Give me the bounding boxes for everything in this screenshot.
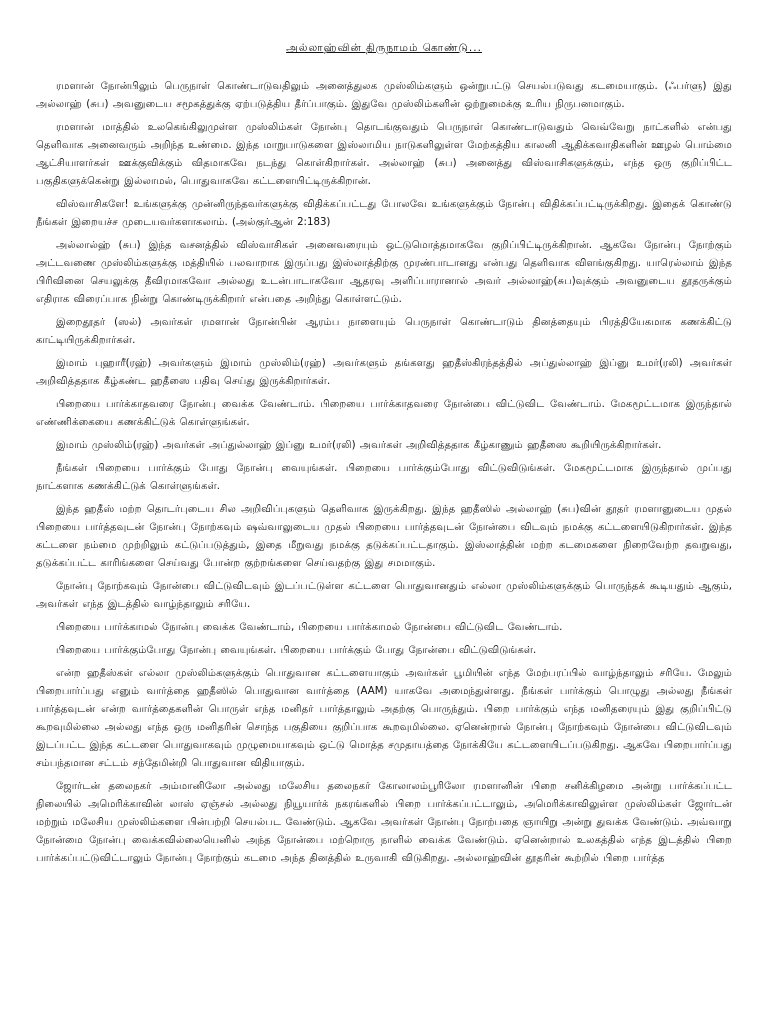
paragraph: நோன்பு நோற்கவும் நோன்பை விட்டுவிடவும் இடப்பட்டுள்ள கட்டளை பொதுவானதும் எல்லா முஸ்லிம்களுக்கும் பொருந்தக் கூடியதும் ஆகும், அவர்கள் எந்த இடத்தில் வாழ்ந்தாலும் சரியே. xyxy=(36,581,732,610)
paragraph: இமாம் முஸ்லிம்(ரஹ்) அவர்கள் அப்துல்லாஹ் இப்னு உமர்(ரலி) அவர்கள் அறிவித்ததாக கீழ்காணும் ஹதீஸை கூறியிருக்கிறார்கள். xyxy=(56,440,662,451)
paragraph: அல்லால்ஹ் (சுப) இந்த வசனத்தில் விஸ்வாசிகள் அனைவரையும் ஒட்டுமொத்தமாகவே குறிப்பிட்டிருக்கிறான். ஆகவே நோன்பு நோற்கும் அட்டவணை முஸ்லிம்களுக்கு மத்தியில் பலவாறாக இருப்பது இஸ்லாத்திற்கு முரண்பாடானது என்பது தெளிவாக விளங்குகிறது. யாரெல்லாம் இந்த பிரிவினை செயலுக்கு தீவிரமாகவோ அல்லது உடன்பாடாகவோ ஆதரவு அளிப்பாரானால் அவர் அல்லாஹ்(சுப)வுக்கும் அவனுடைய தூதருக்கும் எதிராக விரைப்பாக நின்று கொண்டிருக்கிறார் என்பதை அறிந்து கொள்ளட்டும். xyxy=(36,240,732,305)
paragraph: பிறையை பார்க்காமல் நோன்பு வைக்க வேண்டாம், பிறையை பார்க்காமல் நோன்பை விட்டுவிட வேண்டாம். xyxy=(56,622,563,633)
paragraph: விஸ்வாசிகளே! உங்களுக்கு முன்னிருந்தவர்களுக்கு விதிக்கப்பட்டது போலவே உங்களுக்கும் நோன்பு விதிக்கப்பட்டிருக்கிறது. இதைக் கொண்டு நீங்கள் இறையச்ச முடையவர்களாகலாம். (அல்குர்ஆன் 2:183) xyxy=(36,199,732,228)
page-title: அல்லாஹ்வின் திருநாமம் கொண்டு... xyxy=(286,42,482,54)
paragraph: என்ற ஹதீஸ்கள் எல்லா முஸ்லிம்களுக்கும் பொதுவான கட்டளையாகும் அவர்கள் பூமியின் எந்த மேற்பரப்பில் வாழ்ந்தாலும் சரியே. மேலும் பிறைபார்ப்பது எனும் வார்த்தை ஹதீஸில் பொதுவான வார்த்தை (AAM) யாகவே அமைந்துள்ளது. நீங்கள் பார்க்கும் பொழுது அல்லது நீங்கள் பார்த்தவுடன் என்ற வார்த்தைகளின் பொருள் எந்த மனிதர் பார்த்தாலும் அதற்கு பொருந்தும். பிறை பார்க்கும் எந்த மனிதரையும் இது குறிப்பிட்டு கூறவுமில்லை அல்லது எந்த ஒரு மனிதரின் சொந்த பகுதியை குறிப்பாக கூறவுமில்லை. ஏனென்றால் நோன்பு நோற்கவும் நோன்பை விட்டுவிடவும் இடப்பட்ட இந்த கட்டளை பொதுவாகவும் முழுமையாகவும் ஒட்டு மொத்த சமுதாயத்தை நோக்கியே கட்டளையிடப்படுகிறது. ஆகவே பிறைபார்ப்பது சம்பந்தமான சட்டம் சந்தேமின்றி பொதுவான விதியாகும். xyxy=(36,668,732,769)
paragraph: ரமளான் நோன்பிலும் பெருநாள் கொண்டாடுவதிலும் அனைத்துலக முஸ்லிம்களும் ஒன்றுபட்டு செயல்படுவது கடமையாகும். (ஃபர்ளு) இது அல்லாஹ் (சுப) அவனுடைய சமூகத்துக்கு ஏற்படுத்திய தீர்ப்பாகும். இதுவே முஸ்லிம்களின் ஒற்றுமைக்கு உரிய நிருபனமாகும். xyxy=(36,81,732,110)
paragraph: இமாம் புஹாரீ(ரஹ்) அவர்களும் இமாம் முஸ்லிம்(ரஹ்) அவர்களும் தங்களது ஹதீஸ்கிரந்தத்தில் அப்துல்லாஹ் இப்னு உமர்(ரலி) அவர்கள் அறிவித்ததாக கீழ்கண்ட ஹதீஸை பதிவு செய்து இருக்கிறார்கள். xyxy=(36,358,732,387)
paragraph: பிறையை பார்க்காதவரை நோன்பு வைக்க வேண்டாம். பிறையை பார்க்காதவரை நோன்பை விட்டுவிட வேண்டாம். மேகமூட்டமாக இருந்தால் எண்ணிக்கையை கணக்கிட்டுக் கொள்ளுங்கள். xyxy=(36,399,732,428)
paragraph: ஜோர்டன் தலைநகர் அம்மானிலோ அல்லது மலேசிய தலைநகர் கோலாலம்பூரிலோ ரமளானின் பிறை சனிக்கிழமை அன்று பார்க்கப்பட்ட நிலையில் அமெரிக்காவின் லாஸ் ஏஞ்சல் அல்லது நியூயார்க் நகரங்களில் பிறை பார்க்கப்பட்டாலும், அமெரிக்காவிலுள்ள முஸ்லிம்கள் ஜோர்டன் மற்றும் மலேசிய முஸ்லிம்களை பின்பற்றி செயல்பட வேண்டும். ஆகவே அவர்கள் நோன்பு நோற்பதை ஞாயிறு அன்று துவக்க வேண்டும். அவ்வாறு நோன்மை நோன்பு வைக்கவில்லையெனில் அந்த நோன்பை மற்றொரு நாளில் வைக்க வேண்டும். ஏனென்றால் உலகத்தில் எந்த இடத்தில் பிறை பார்க்கப்பட்டுவிட்டாலும் நோன்பு நோற்கும் கடமை அந்த தினத்தில் உருவாகி விடுகிறது. அல்லாஹ்வின் தூதரின் கூற்றில் பிறை பார்த்த xyxy=(36,781,732,864)
document-body xyxy=(36,78,732,868)
paragraph: ரமளான் மாத்தில் உலகெங்கிலுமுள்ள முஸ்லிம்கள் நோன்பு தொடங்குவதும் பெருநாள் கொண்டாடுவதும் வெவ்வேறு நாட்களில் என்பது தெளிவாக அனைவரும் அறிந்த உண்மை. இந்த மாறுபாடுகளை இஸ்லாமிய நாடுகளிலுள்ள மேற்கத்திய காலனி ஆதிக்கவாதிகளின் ஊழல் பொம்மை ஆட்சியாளர்கள் ஊக்குவிக்கும் விதமாகவே நடந்து கொள்கிறார்கள். அல்லாஹ் (சுப) அனைத்து விஸ்வாசிகளுக்கும், எந்த ஒரு குறிப்பிட்ட பகுதிகளுக்கென்று இல்லாமல், பொதுவாகவே கட்டளையிட்டிருக்கிறான். xyxy=(36,122,732,187)
paragraph: இந்த ஹதீஸ் மற்ற தொடர்புடைய சில அறிவிப்புகளும் தெளிவாக இருக்கிறது. இந்த ஹதீஸில் அல்லாஹ் (சுப)வின் தூதர் ரமளானுடைய முதல் பிறையை பார்த்தவுடன் நோன்பு நோற்கவும் ஷவ்வாலுடைய முதல் பிறையை பார்த்தவுடன் நோன்பை விடவும் நமக்கு கட்டளையிடுகிறார்கள். இந்த கட்டளை நம்மை முற்றிலும் கட்டுப்படுத்தும், இதை மீறுவது நமக்கு தடுக்கப்பட்டதாகும். இஸ்லாத்தின் மற்ற கடமைகளை நிறைவேற்ற தவறுவது, தடுக்கப்பட்ட காரிங்களை செய்வது போன்ற குற்றங்களை செய்வதற்கு இது சமமாகும். xyxy=(36,504,732,569)
paragraph: இறைதூதர் (ஸல்) அவர்கள் ரமளான் நோன்பின் ஆரம்ப நாளையும் பெருநாள் கொண்டாடும் தினத்தையும் பிரத்தியேகமாக கணக்கிட்டு காட்டியிருக்கிறார்கள். xyxy=(36,317,732,346)
paragraph: பிறையை பார்க்கும்போது நோன்பு வையுங்கள். பிறையை பார்க்கும் போது நோன்பை விட்டுவிடுங்கள். xyxy=(56,645,537,656)
paragraph: நீங்கள் பிறையை பார்க்கும் போது நோன்பு வையுங்கள். பிறையை பார்க்கும்போது விட்டுவிடுங்கள். மேகமூட்டமாக இருந்தால் முப்பது நாட்களாக கணக்கிட்டுக் கொள்ளுங்கள். xyxy=(36,463,732,492)
